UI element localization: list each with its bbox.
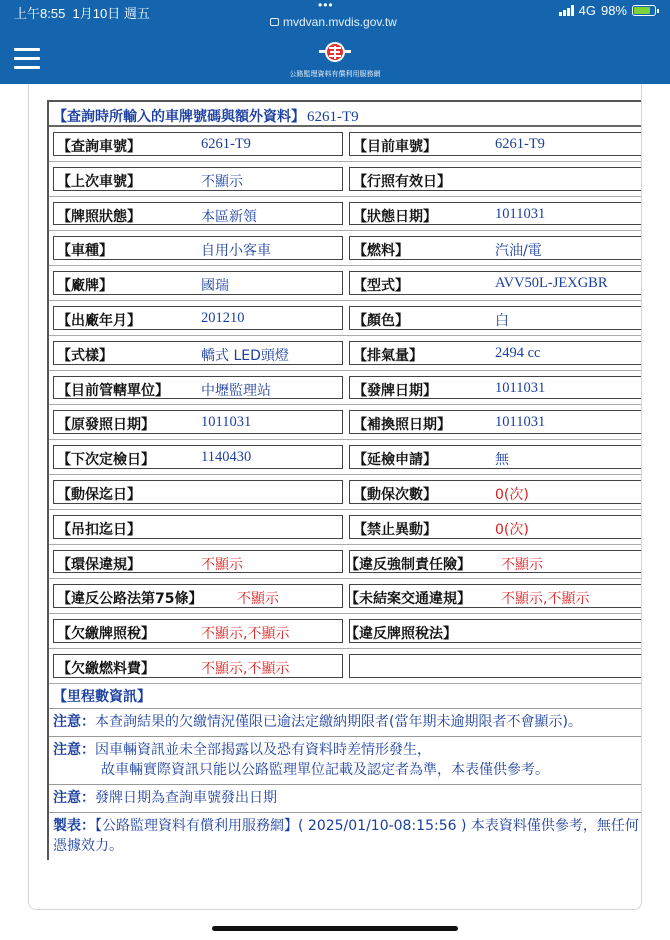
- field-value: AVV50L-JEXGBR: [495, 275, 608, 292]
- home-indicator[interactable]: [212, 926, 458, 931]
- table-row: [49, 371, 642, 406]
- table-row: [49, 545, 642, 580]
- field-label: 【原發照日期】: [57, 417, 155, 434]
- table-row: [49, 336, 642, 371]
- table-row: [49, 440, 642, 475]
- note-disclaimer-line1: 因車輛資訊並未全部揭露以及恐有資料時差情形發生，: [95, 741, 431, 758]
- footer-text: 【公路監理資料有償利用服務網】( 2025/01/10-08:15:56 ) 本表資料僅供參考，無任何憑據效力。: [53, 817, 639, 854]
- status-time: 上午8:55 1月10日 週五: [14, 6, 150, 21]
- field-value: 6261-T9: [201, 136, 251, 152]
- field-label: 【欠繳燃料費】: [57, 660, 155, 677]
- table-row: [49, 475, 642, 510]
- field-value: 不顯示: [237, 591, 279, 608]
- field-value: 國瑞: [201, 278, 229, 295]
- field-value: 0(次): [495, 486, 529, 503]
- cell-frame: [349, 654, 642, 678]
- field-value: 1011031: [495, 205, 546, 222]
- note-label: 注意：: [53, 741, 95, 758]
- table-row: [49, 510, 642, 545]
- field-label: 【環保違規】: [57, 556, 141, 573]
- table-row: [49, 614, 642, 649]
- field-label: 【違反牌照稅法】: [345, 626, 457, 643]
- site-header: [0, 36, 670, 84]
- field-value: 0(次): [495, 521, 529, 538]
- table-row: [49, 579, 642, 614]
- table-row: [49, 197, 642, 232]
- field-label: 【違反強制責任險】: [345, 556, 471, 573]
- battery-percent: 98%: [600, 3, 627, 18]
- field-label: 【車種】: [57, 243, 113, 260]
- field-label: 【違反公路法第75條】: [57, 591, 203, 608]
- field-label: 【狀態日期】: [353, 208, 437, 225]
- field-label: 【未結案交通違規】: [345, 591, 471, 608]
- field-value: 轎式 LED頭燈: [201, 347, 289, 364]
- note-label: 注意：: [53, 789, 95, 806]
- site-name: 公路監理資料有償利用服務網: [289, 70, 381, 78]
- field-value: 不顯示,不顯示: [501, 591, 590, 608]
- network-type: 4G: [578, 3, 596, 18]
- field-value: 不顯示: [201, 556, 243, 573]
- note-plate-date-text: 發牌日期為查詢車號發出日期: [95, 789, 277, 806]
- field-value: 1011031: [201, 414, 252, 431]
- field-label: 【出廠年月】: [57, 312, 141, 329]
- field-label: 【排氣量】: [353, 347, 423, 364]
- field-label: 【動保次數】: [353, 486, 437, 503]
- field-value: 汽油/電: [495, 243, 542, 260]
- table-row: [49, 127, 642, 162]
- lock-icon: [270, 18, 279, 26]
- note-arrears-text: 本查詢結果的欠繳情況僅限已逾法定繳納期限者(當年期未逾期限者不會顯示)。: [95, 713, 582, 730]
- vehicle-info-table: [47, 100, 642, 860]
- table-row: [49, 405, 642, 440]
- status-bar: [0, 0, 670, 36]
- field-label: 【下次定檢日】: [57, 452, 155, 469]
- field-value: 本區新領: [201, 208, 257, 225]
- table-row: [49, 301, 642, 336]
- mileage-section-header: [49, 684, 642, 709]
- query-header-row: [49, 102, 642, 127]
- field-value: 不顯示: [201, 173, 243, 190]
- more-dots-icon[interactable]: •••: [318, 0, 334, 12]
- field-label: 【行照有效日】: [353, 173, 451, 190]
- field-label: 【動保迄日】: [57, 486, 141, 503]
- battery-icon: [632, 5, 656, 16]
- field-label: 【目前車號】: [353, 139, 437, 155]
- field-value: 6261-T9: [495, 136, 545, 152]
- table-row: [49, 266, 642, 301]
- field-value: 無: [495, 452, 509, 469]
- note-plate-date: [49, 785, 642, 813]
- field-label: 【查詢車號】: [57, 139, 141, 155]
- field-label: 【燃料】: [353, 243, 409, 260]
- field-label: 【補換照日期】: [353, 417, 451, 434]
- field-value: 不顯示,不顯示: [201, 626, 290, 643]
- field-label: 【欠繳牌照稅】: [57, 626, 155, 643]
- field-label: 【禁止異動】: [353, 521, 437, 538]
- mvdis-logo-icon: [318, 38, 352, 68]
- field-value: 不顯示: [501, 556, 543, 573]
- table-row: [49, 162, 642, 197]
- status-indicators: [559, 3, 656, 18]
- address-bar[interactable]: mvdvan.mvdis.gov.tw: [270, 15, 397, 29]
- field-label: 【式樣】: [57, 347, 113, 364]
- field-label: 【牌照狀態】: [57, 208, 141, 225]
- report-footer: [49, 813, 642, 860]
- footer-label: 製表：: [53, 817, 95, 834]
- field-value: 1140430: [201, 449, 252, 466]
- field-label: 【目前管轄單位】: [57, 382, 169, 399]
- field-label: 【延檢申請】: [353, 452, 437, 469]
- mileage-section-label: 【里程數資訊】: [53, 688, 151, 705]
- query-header-label: 【查詢時所輸入的車牌號碼與額外資料】 6261-T9: [53, 109, 359, 125]
- field-value: 不顯示,不顯示: [201, 660, 290, 677]
- field-value: 201210: [201, 309, 245, 326]
- field-value: 1011031: [495, 379, 546, 396]
- note-arrears: [49, 709, 642, 737]
- field-label: 【顏色】: [353, 312, 409, 329]
- note-disclaimer: [49, 737, 642, 785]
- field-value: 中壢監理站: [201, 382, 271, 399]
- field-label: 【發牌日期】: [353, 382, 437, 399]
- field-value: 白: [495, 312, 509, 329]
- note-disclaimer-line2: 故車輛實際資訊只能以公路監理單位記載及認定者為準，本表僅供參考。: [101, 761, 549, 778]
- field-label: 【吊扣迄日】: [57, 521, 141, 538]
- menu-icon[interactable]: [14, 48, 40, 70]
- field-value: 2494 cc: [495, 344, 541, 361]
- table-row: [49, 649, 642, 684]
- field-label: 【廠牌】: [57, 278, 113, 295]
- table-row: [49, 231, 642, 266]
- query-header-plate: 6261-T9: [307, 109, 359, 125]
- note-label: 注意：: [53, 713, 95, 730]
- signal-icon: [559, 5, 574, 16]
- field-label: 【型式】: [353, 278, 409, 295]
- field-value: 1011031: [495, 414, 546, 431]
- field-value: 自用小客車: [201, 243, 271, 260]
- field-label: 【上次車號】: [57, 173, 141, 190]
- report-frame: [28, 84, 642, 910]
